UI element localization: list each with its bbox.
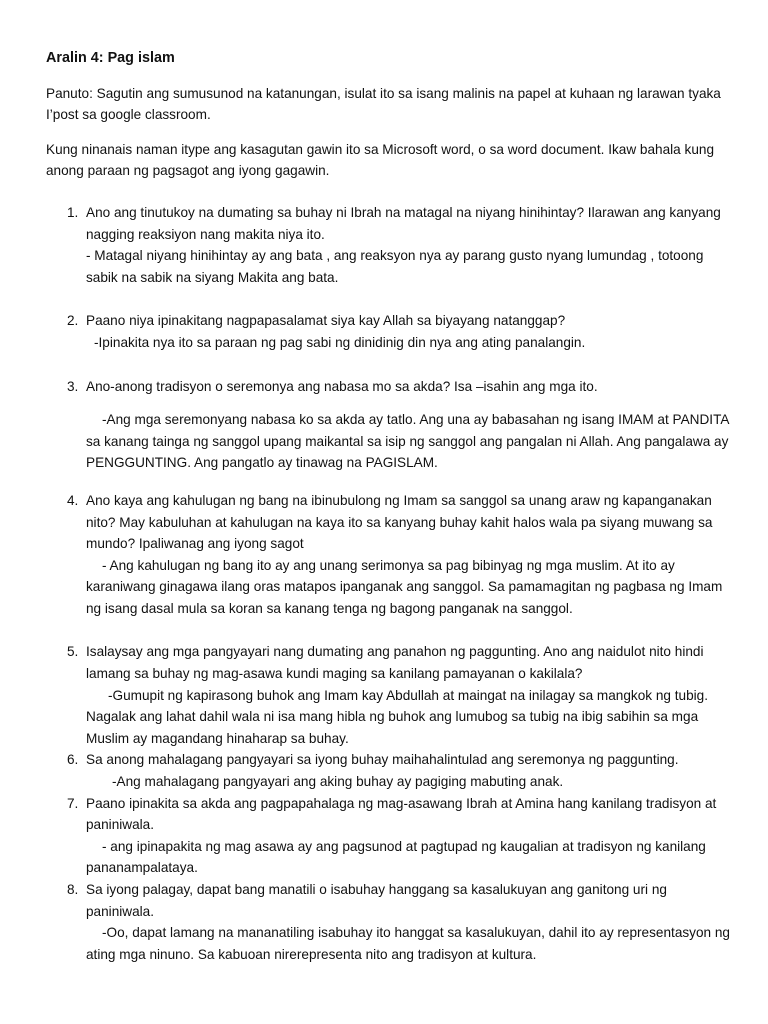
question-number: 2.: [67, 313, 79, 329]
answer-text: -Oo, dapat lamang na mananatiling isabuhay ito hanggat sa kasalukuyan, dahil ito ay representasyon ng ating mga ninuno. Sa kabuoan nirerepresenta nito ang tradisyon at kultura.: [86, 925, 730, 962]
question-number: 7.: [67, 795, 79, 811]
question-item: [46, 376, 736, 474]
instruction-paragraph: Panuto: Sagutin ang sumusunod na katanungan, isulat ito sa isang malinis na papel at kuhaan ng larawan tyaka I’post sa google classroom.: [46, 85, 721, 123]
instruction-paragraph: Kung ninanais naman itype ang kasagutan gawin ito sa Microsoft word, o sa word document. Ikaw bahala kung anong paraan ng pagsagot ang iyong gagawin.: [46, 141, 714, 179]
question-item: [46, 310, 736, 353]
answer-text: -Ang mga seremonyang nabasa ko sa akda ay tatlo. Ang una ay babasahan ng isang IMAM at PANDITA sa kanang tainga ng sanggol upang maikantal sa isip ng sanggol ang pangalan ni Allah. Ang pangalawa ay PENGGUNTING. Ang pangatlo ay tinawag na PAGISLAM.: [86, 412, 729, 471]
document-page: [46, 48, 736, 965]
answer-text: -Gumupit ng kapirasong buhok ang Imam kay Abdullah at maingat na inilagay sa mangkok ng tubig. Nagalak ang lahat dahil wala ni isa mang hibla ng buhok ang lumubog sa tubig na ibig sabihin sa mga Muslim ay magandang hinaharap sa buhay.: [86, 687, 708, 746]
question-item: [46, 202, 736, 288]
question-item: [46, 793, 736, 879]
question-text: Sa anong mahalagang pangyayari sa iyong buhay maihahalintulad ang seremonya ng paggunting.: [86, 752, 679, 768]
question-item: [46, 490, 736, 620]
question-text: Ano ang tinutukoy na dumating sa buhay ni Ibrah na matagal na niyang hinihintay? Ilarawan ang kanyang nagging reaksiyon nang makita niya ito.: [86, 204, 721, 242]
question-number: 1.: [67, 204, 79, 220]
answer-text: - ang ipinapakita ng mag asawa ay ang pagsunod at pagtupad ng kaugalian at tradisyon ng kanilang pananampalataya.: [86, 838, 706, 876]
question-number: 4.: [67, 492, 79, 508]
answer-text: - Ang kahulugan ng bang ito ay ang unang serimonya sa pag bibinyag ng mga muslim. At ito ay karaniwang ginagawa ilang oras matapos ipanganak ang sanggol. Sa pamamagitan ng pagbasa ng Imam ng isang dasal mula sa koran sa kanang tenga ng bagong panganak na sanggol.: [86, 557, 723, 616]
question-item: [46, 749, 736, 792]
question-number: 6.: [67, 752, 79, 768]
question-item: [46, 641, 736, 749]
question-text: Sa iyong palagay, dapat bang manatili o isabuhay hanggang sa kasalukuyan ang ganitong uri ng paniniwala.: [86, 882, 667, 919]
question-text: Paano ipinakita sa akda ang pagpapahalaga ng mag-asawang Ibrah at Amina hang kanilang tradisyon at paniniwala.: [86, 795, 717, 833]
question-number: 8.: [67, 882, 79, 897]
question-text: Isalaysay ang mga pangyayari nang dumating ang panahon ng paggunting. Ano ang naidulot nito hindi lamang sa buhay ng mag-asawa kundi maging sa kanilang pamayanan o kakilala?: [86, 644, 704, 682]
lesson-title: Aralin 4: Pag islam: [46, 50, 175, 66]
question-item: [46, 879, 736, 965]
question-number: 3.: [67, 378, 79, 394]
answer-text: -Ang mahalagang pangyayari ang aking buhay ay pagiging mabuting anak.: [112, 774, 564, 790]
answer-text: - Matagal niyang hinihintay ay ang bata , ang reaksyon nya ay parang gusto nyang lumundag , totoong sabik na sabik na siyang Makita ang bata.: [86, 248, 704, 285]
answer-text: -Ipinakita nya ito sa paraan ng pag sabi ng dinidinig din nya ang ating panalangin.: [94, 334, 586, 350]
question-text: Paano niya ipinakitang nagpapasalamat siya kay Allah sa biyayang natanggap?: [86, 313, 566, 329]
question-number: 5.: [67, 644, 79, 660]
question-text: Ano-anong tradisyon o seremonya ang nabasa mo sa akda? Isa –isahin ang mga ito.: [86, 378, 598, 394]
question-text: Ano kaya ang kahulugan ng bang na ibinubulong ng Imam sa sanggol sa unang araw ng kapanganakan nito? May kabuluhan at kahulugan na kaya ito sa kanyang buhay kahit halos wala pa siyang muwang sa mundo? Ipaliwanag ang iyong sagot: [86, 492, 713, 552]
